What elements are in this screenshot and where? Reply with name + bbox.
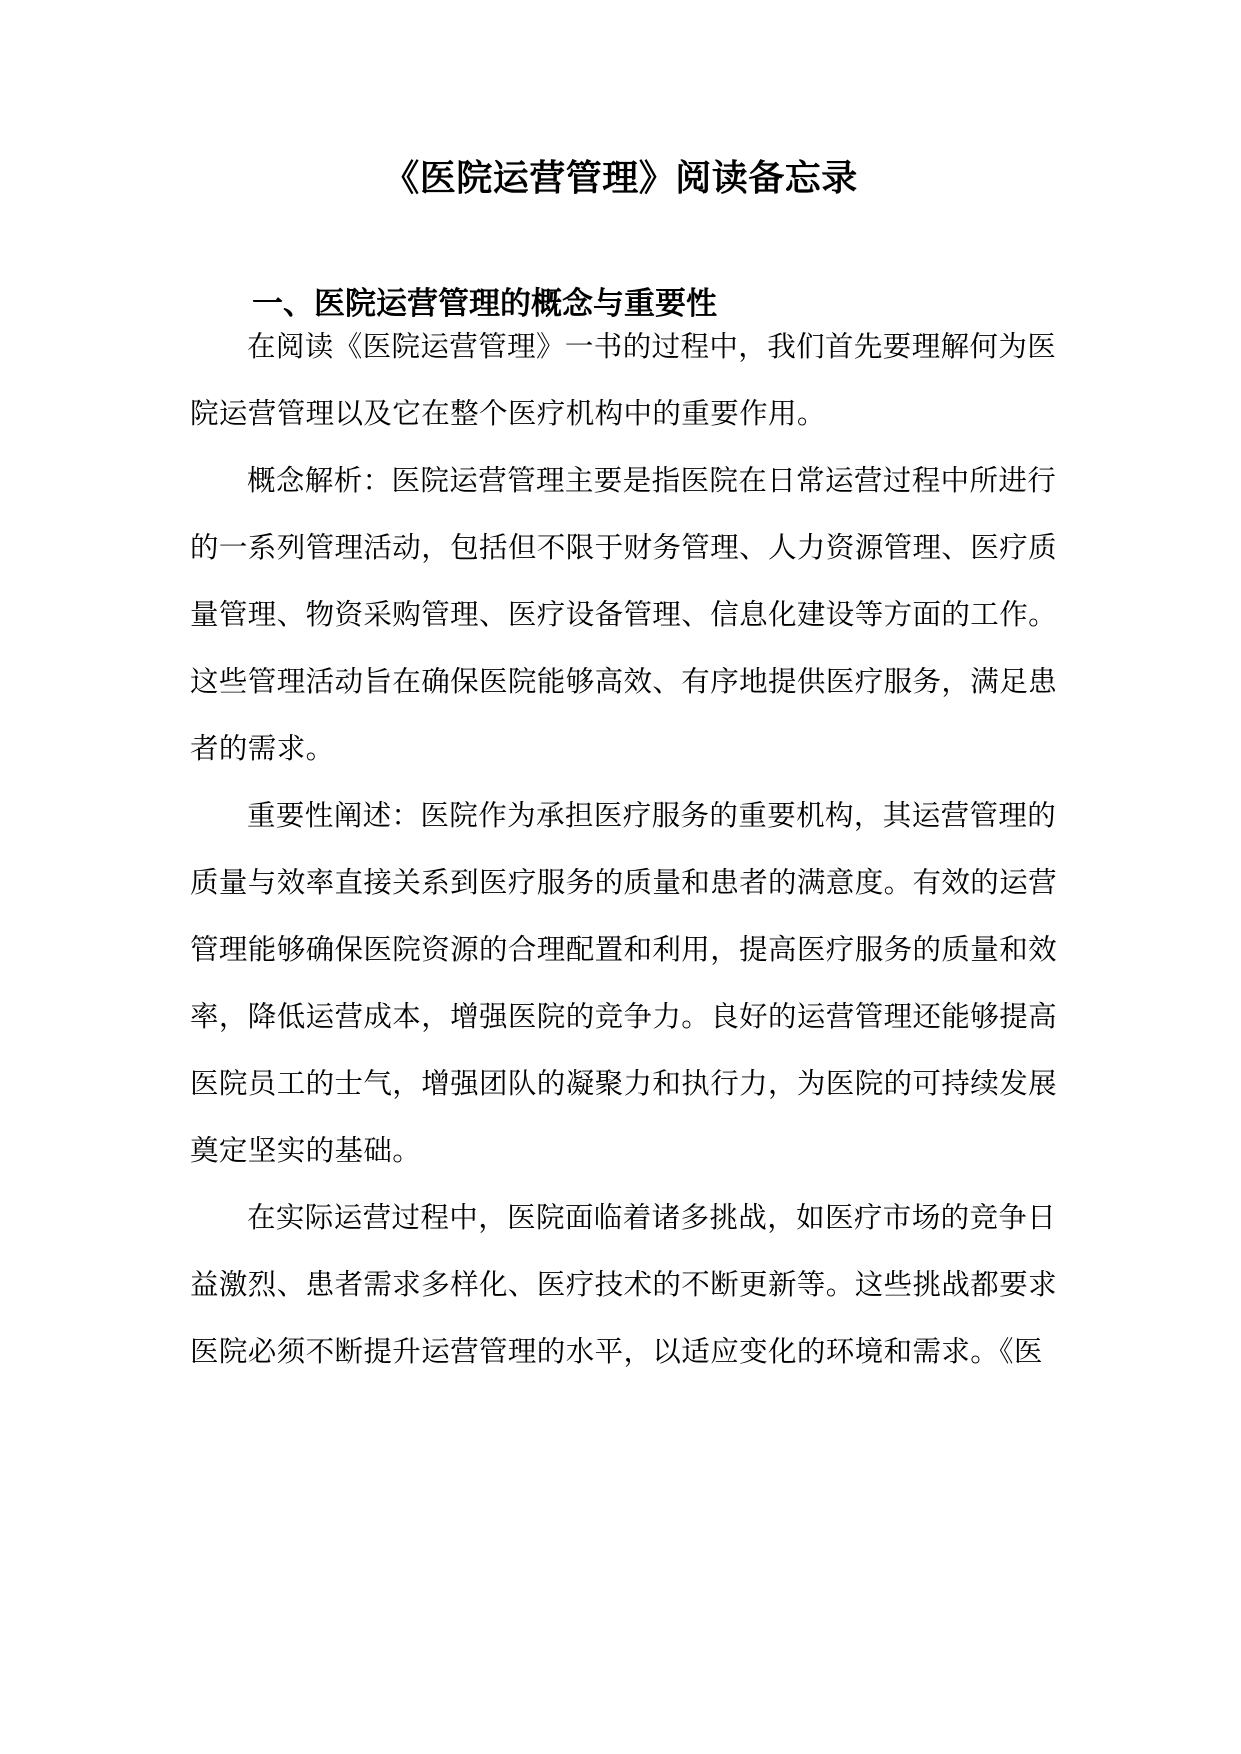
paragraph-line: 在实际运营过程中，医院面临着诸多挑战，如医疗市场的竞争日 bbox=[247, 1201, 1057, 1234]
paragraph-line: 量管理、物资采购管理、医疗设备管理、信息化建设等方面的工作。 bbox=[190, 598, 1058, 631]
paragraph-line: 管理能够确保医院资源的合理配置和利用，提高医疗服务的质量和效 bbox=[190, 933, 1058, 966]
paragraph-line: 这些管理活动旨在确保医院能够高效、有序地提供医疗服务，满足患 bbox=[190, 665, 1058, 698]
paragraph-line: 质量与效率直接关系到医疗服务的质量和患者的满意度。有效的运营 bbox=[190, 866, 1058, 899]
document-title: 《医院运营管理》阅读备忘录 bbox=[383, 157, 858, 199]
paragraph-line: 益激烈、患者需求多样化、医疗技术的不断更新等。这些挑战都要求 bbox=[190, 1268, 1058, 1301]
paragraph-line: 概念解析：医院运营管理主要是指医院在日常运营过程中所进行 bbox=[247, 464, 1057, 497]
section-heading: 一、医院运营管理的概念与重要性 bbox=[252, 286, 717, 322]
paragraph-line: 的一系列管理活动，包括但不限于财务管理、人力资源管理、医疗质 bbox=[190, 531, 1058, 564]
paragraph-line: 率，降低运营成本，增强医院的竞争力。良好的运营管理还能够提高 bbox=[190, 1000, 1058, 1033]
paragraph-line: 医院员工的士气，增强团队的凝聚力和执行力，为医院的可持续发展 bbox=[190, 1067, 1058, 1100]
paragraph-line: 院运营管理以及它在整个医疗机构中的重要作用。 bbox=[190, 397, 826, 430]
paragraph-line: 奠定坚实的基础。 bbox=[190, 1134, 422, 1167]
paragraph-line: 者的需求。 bbox=[190, 732, 335, 765]
paragraph-line: 医院必须不断提升运营管理的水平，以适应变化的环境和需求。《医 bbox=[190, 1335, 1043, 1368]
paragraph-line: 重要性阐述：医院作为承担医疗服务的重要机构，其运营管理的 bbox=[247, 799, 1057, 832]
paragraph-line: 在阅读《医院运营管理》一书的过程中，我们首先要理解何为医 bbox=[247, 330, 1057, 363]
